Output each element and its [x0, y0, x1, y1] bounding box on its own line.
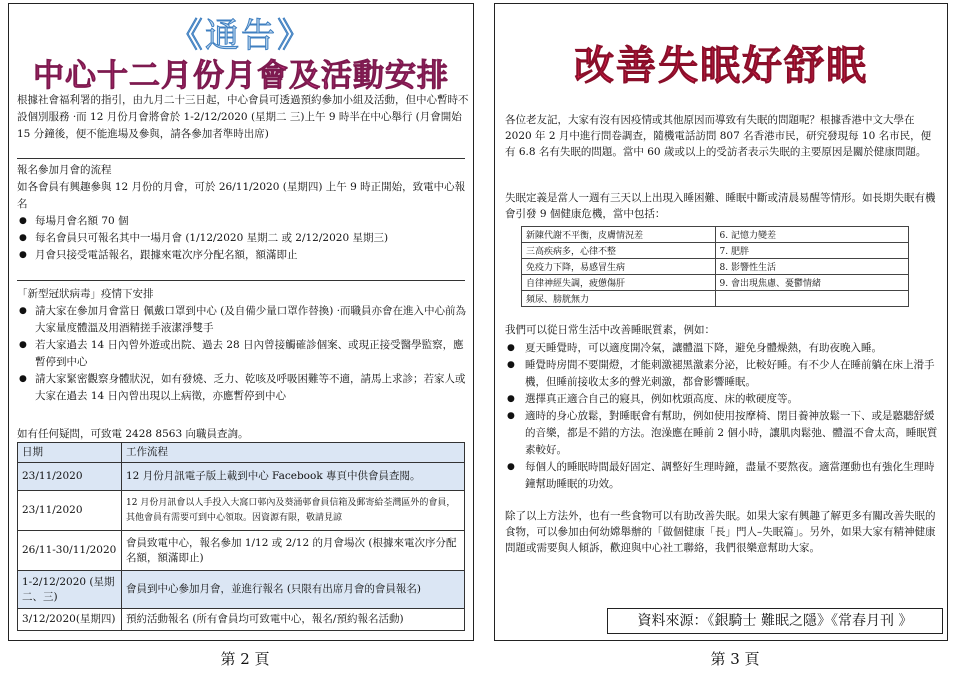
row-date: 23/11/2020 — [18, 463, 122, 491]
covid-section — [17, 286, 469, 405]
header-date: 日期 — [18, 443, 122, 463]
insomnia-title: 改善失眠好舒眠 — [574, 43, 868, 89]
table-row — [522, 291, 909, 307]
table-row — [522, 275, 909, 291]
covid-heading: 「新型冠狀病毒」疫情下安排 — [17, 288, 154, 300]
row-date: 1-2/12/2020 (星期二、三) — [18, 571, 122, 609]
registration-heading: 報名參加月會的流程 — [17, 164, 112, 176]
list-item: ● 請大家在參加月會當日 佩戴口罩到中心 (及自備少量口罩作替換) ·而職員亦會在進入中心前為大家量度體溫及用酒精搓手液潔淨雙手 — [17, 303, 469, 337]
row-date: 3/12/2020(星期四) — [18, 609, 122, 631]
row-date: 26/11-30/11/2020 — [18, 531, 122, 571]
registration-text: 如各會員有興趣參與 12 月份的月會，可於 26/11/2020 (星期四) 上午 9 時正開始，致電中心報名 — [17, 181, 466, 210]
list-item: ● 適時的身心放鬆，對睡眠會有幫助，例如使用按摩椅、閉目養神放鬆一下、或是聽聽舒緩的音樂，都是不錯的方法。泡澡應在睡前 2 個小時，讓肌肉鬆弛、體溫不會太高，睡眠質素較好。 — [507, 408, 939, 459]
header-task: 工作流程 — [122, 443, 465, 463]
notice-title: 《通告》 — [169, 16, 313, 56]
enquiry-text: 如有任何疑問，可致電 2428 8563 向職員查詢。 — [17, 428, 249, 440]
intro-paragraph: 各位老友記，大家有沒有因疫情或其他原因而導致有失眠的問題呢？根據香港中文大學在 2020 年 2 月中進行問卷調查，隨機電話訪問 807 名香港市民，研究發現每 10 名市民，便有 6.8 名有失眠的問題。當中 60 歲或以上的受訪者表示失眠的主要原因是關於健康問題。 — [505, 114, 932, 158]
page-number: 第 3 頁 — [710, 650, 760, 668]
table-row — [18, 491, 465, 531]
tips-heading: 我們可以從日常生活中改善睡眠質素，例如： — [505, 324, 715, 336]
list-item: ● 若大家過去 14 日內曾外遊或出院、過去 28 日內曾接觸確診個案、或現正接受醫學監察，應暫停到中心 — [17, 337, 469, 371]
risk-cell: 8. 影響性生活 — [715, 259, 909, 275]
risk-cell: 三高疾病多，心律不整 — [522, 243, 716, 259]
schedule-table — [17, 442, 465, 631]
risk-cell: 9. 會出現焦慮、憂鬱情緒 — [715, 275, 909, 291]
row-task: 會員到中心參加月會，並進行報名 (只限有出席月會的會員報名) — [122, 571, 465, 609]
table-row — [522, 227, 909, 243]
covid-list — [17, 303, 469, 405]
list-item: ● 月會只接受電話報名，跟據來電次序分配名額，額滿即止 — [17, 247, 469, 264]
row-date: 23/11/2020 — [18, 491, 122, 531]
closing-paragraph: 除了以上方法外，也有一些食物可以有助改善失眠。如果大家有興趣了解更多有關改善失眠的食物，可以參加由何幼嫦舉辦的「做個健康「長」門人–失眠篇」。另外，如果大家有精神健康問題或需要與人傾訴，歡迎與中心社工聯絡，我們很樂意幫助大家。 — [505, 510, 936, 554]
divider — [17, 158, 465, 159]
registration-section — [17, 162, 469, 264]
table-header-row — [18, 443, 465, 463]
table-row — [18, 571, 465, 609]
health-risk-table — [521, 226, 909, 307]
row-task: 預約活動報名 (所有會員均可致電中心，報名/預約報名活動) — [122, 609, 465, 631]
page-3 — [494, 3, 948, 641]
definition-paragraph: 失眠定義是當人一週有三天以上出現入睡困難、睡眠中斷或清晨易醒等情形。如長期失眠有機會引發 9 個健康危機，當中包括： — [505, 192, 936, 220]
tips-list — [507, 340, 939, 493]
risk-cell — [715, 291, 909, 307]
list-item: ● 請大家緊密觀察身體狀況，如有發燒、乏力、乾咳及呼吸困難等不適，請馬上求診；若家人或大家在過去 14 日內曾出現以上病徵，亦應暫停到中心 — [17, 371, 469, 405]
list-item: ● 每名會員只可報名其中一場月會 (1/12/2020 星期二 或 2/12/2020 星期三) — [17, 230, 469, 247]
row-task: 12 月份月訊會以人手投入大窩口邨內及葵涌邨會員信箱及郵寄給荃灣區外的會員，其他會員有需要可到中心領取。因資源有限，敬請見諒 — [122, 491, 465, 531]
row-task: 會員致電中心，報名參加 1/12 或 2/12 的月會場次 (根據來電次序分配名額，額滿即止) — [122, 531, 465, 571]
table-row — [18, 531, 465, 571]
risk-cell: 免疫力下降，易感冒生病 — [522, 259, 716, 275]
risk-cell: 頻尿、膀胱無力 — [522, 291, 716, 307]
source-box: 資料來源：《銀騎士 難眠之隱》《常春月刊 》 — [607, 608, 943, 634]
page-number: 第 2 頁 — [220, 650, 270, 668]
list-item: ● 每個人的睡眠時間最好固定、調整好生理時鐘，盡量不要熬夜。適當運動也有強化生理時鐘幫助睡眠的功效。 — [507, 459, 939, 493]
page-2 — [8, 3, 474, 641]
registration-list — [17, 213, 469, 264]
list-item: ● 睡覺時房間不要開燈，才能刺激褪黑激素分泌，比較好睡。有不少人在睡前躺在床上滑手機，但睡前接收太多的聲光刺激，都會影響睡眠。 — [507, 357, 939, 391]
list-item: ● 每場月會名額 70 個 — [17, 213, 469, 230]
list-item: ● 夏天睡覺時，可以適度開冷氣，讓體溫下降，避免身體燥熱，有助夜晚入睡。 — [507, 340, 939, 357]
risk-cell: 新陳代謝不平衡，皮膚情況差 — [522, 227, 716, 243]
table-row — [522, 243, 909, 259]
divider — [17, 280, 465, 281]
list-item: ● 選擇真正適合自己的寢具，例如枕頭高度、床的軟硬度等。 — [507, 391, 939, 408]
risk-cell: 7. 肥胖 — [715, 243, 909, 259]
intro-paragraph: 根據社會福利署的指引，由九月二十三日起，中心會員可透過預約參加小組及活動，但中心暫時不設個別服務 ·而 12 月份月會將會於 1-2/12/2020 (星期二 三)上午 9 時半在中心舉行 (月會開始 15 分鐘後，便不能進場及參與，請各參加者準時出席) — [17, 94, 469, 140]
main-title: 中心十二月份月會及活動安排 — [33, 58, 449, 94]
risk-cell: 自律神經失調，疲憊傷肝 — [522, 275, 716, 291]
row-task: 12 月份月訊電子版上載到中心 Facebook 專頁中供會員查閱。 — [122, 463, 465, 491]
table-row — [522, 259, 909, 275]
risk-cell: 6. 記憶力變差 — [715, 227, 909, 243]
table-row — [18, 609, 465, 631]
table-row — [18, 463, 465, 491]
